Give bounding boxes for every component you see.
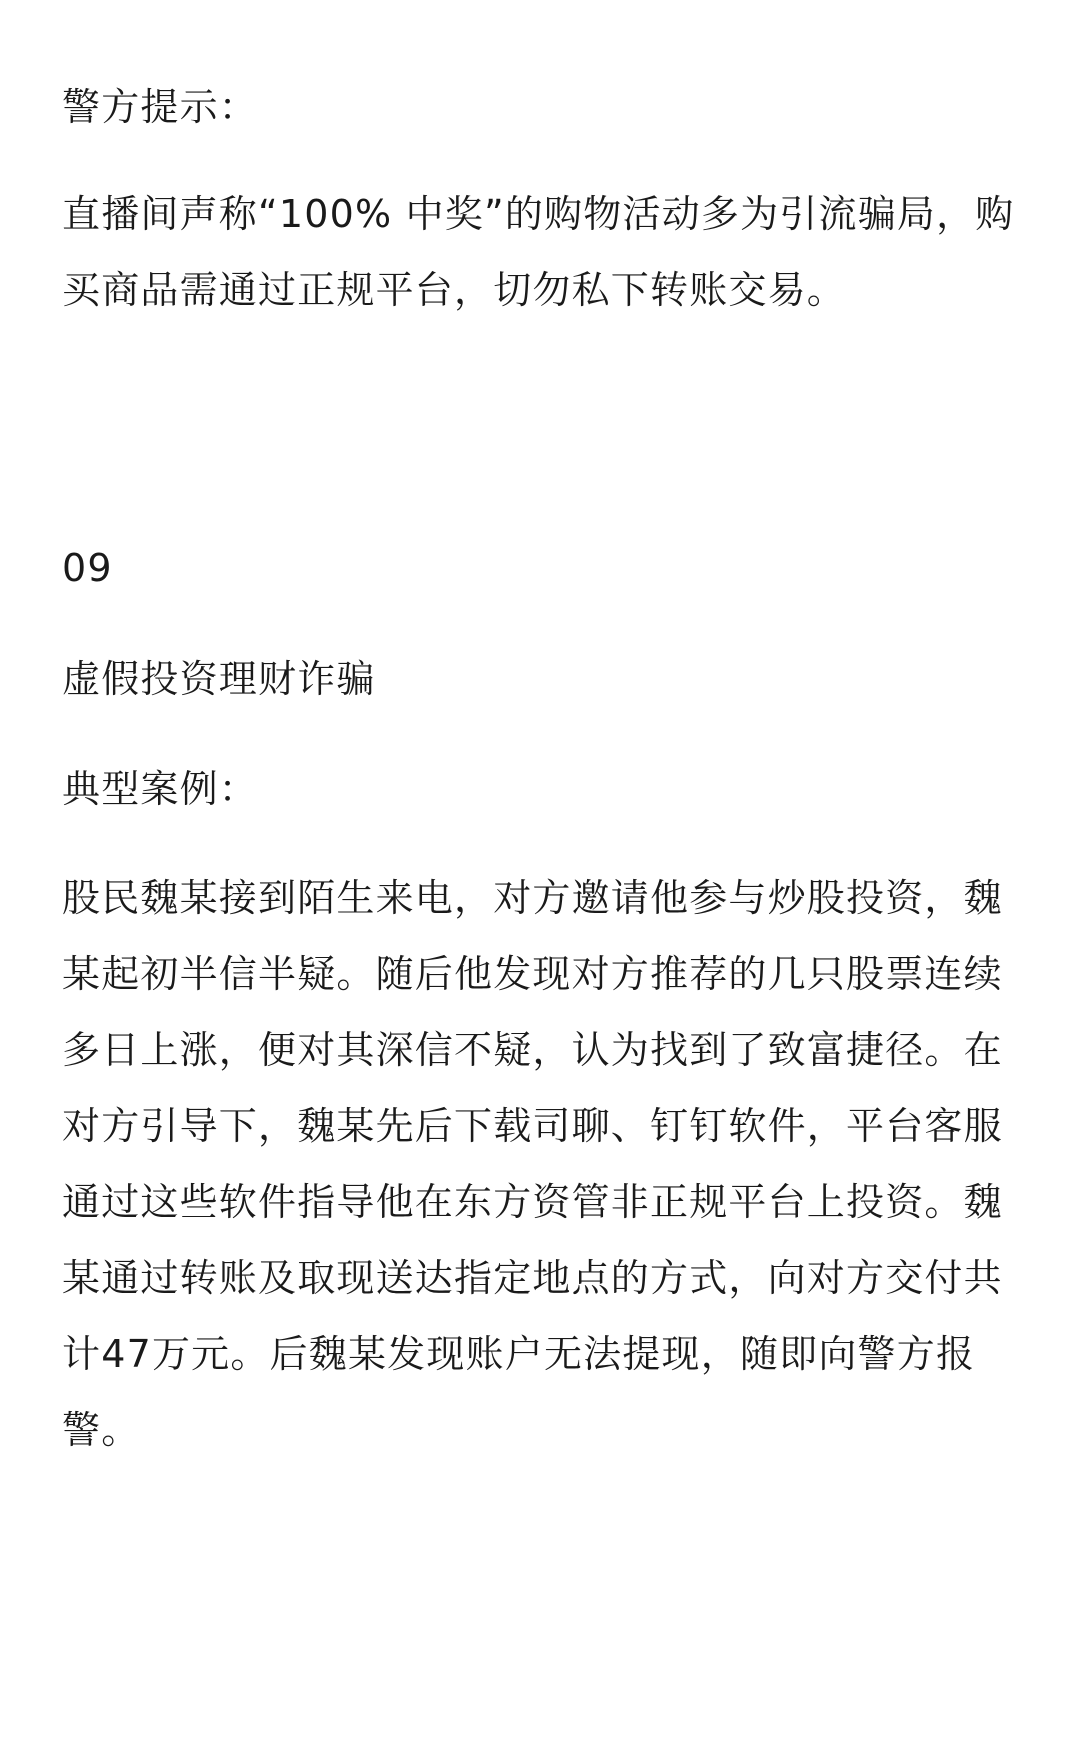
police-tip-body: 直播间声称“100% 中奖”的购物活动多为引流骗局，购买商品需通过正规平台，切勿私下转账交易。: [62, 192, 1015, 312]
police-tip-heading: 警方提示：: [62, 85, 259, 129]
case-body: 股民魏某接到陌生来电，对方邀请他参与炒股投资，魏某起初半信半疑。随后他发现对方推荐的几只股票连续多日上涨，便对其深信不疑，认为找到了致富捷径。在对方引导下，魏某先后下载司聊、钉钉软件，平台客服通过这些软件指导他在东方资管非正规平台上投资。魏某通过转账及取现送达指定地点的方式，向对方交付共计47万元。后魏某发现账户无法提现，随即向警方报警。: [62, 876, 1003, 1452]
case-heading: 典型案例：: [62, 767, 259, 811]
section-number: 09: [62, 546, 113, 590]
section-title: 虚假投资理财诈骗: [62, 657, 376, 701]
